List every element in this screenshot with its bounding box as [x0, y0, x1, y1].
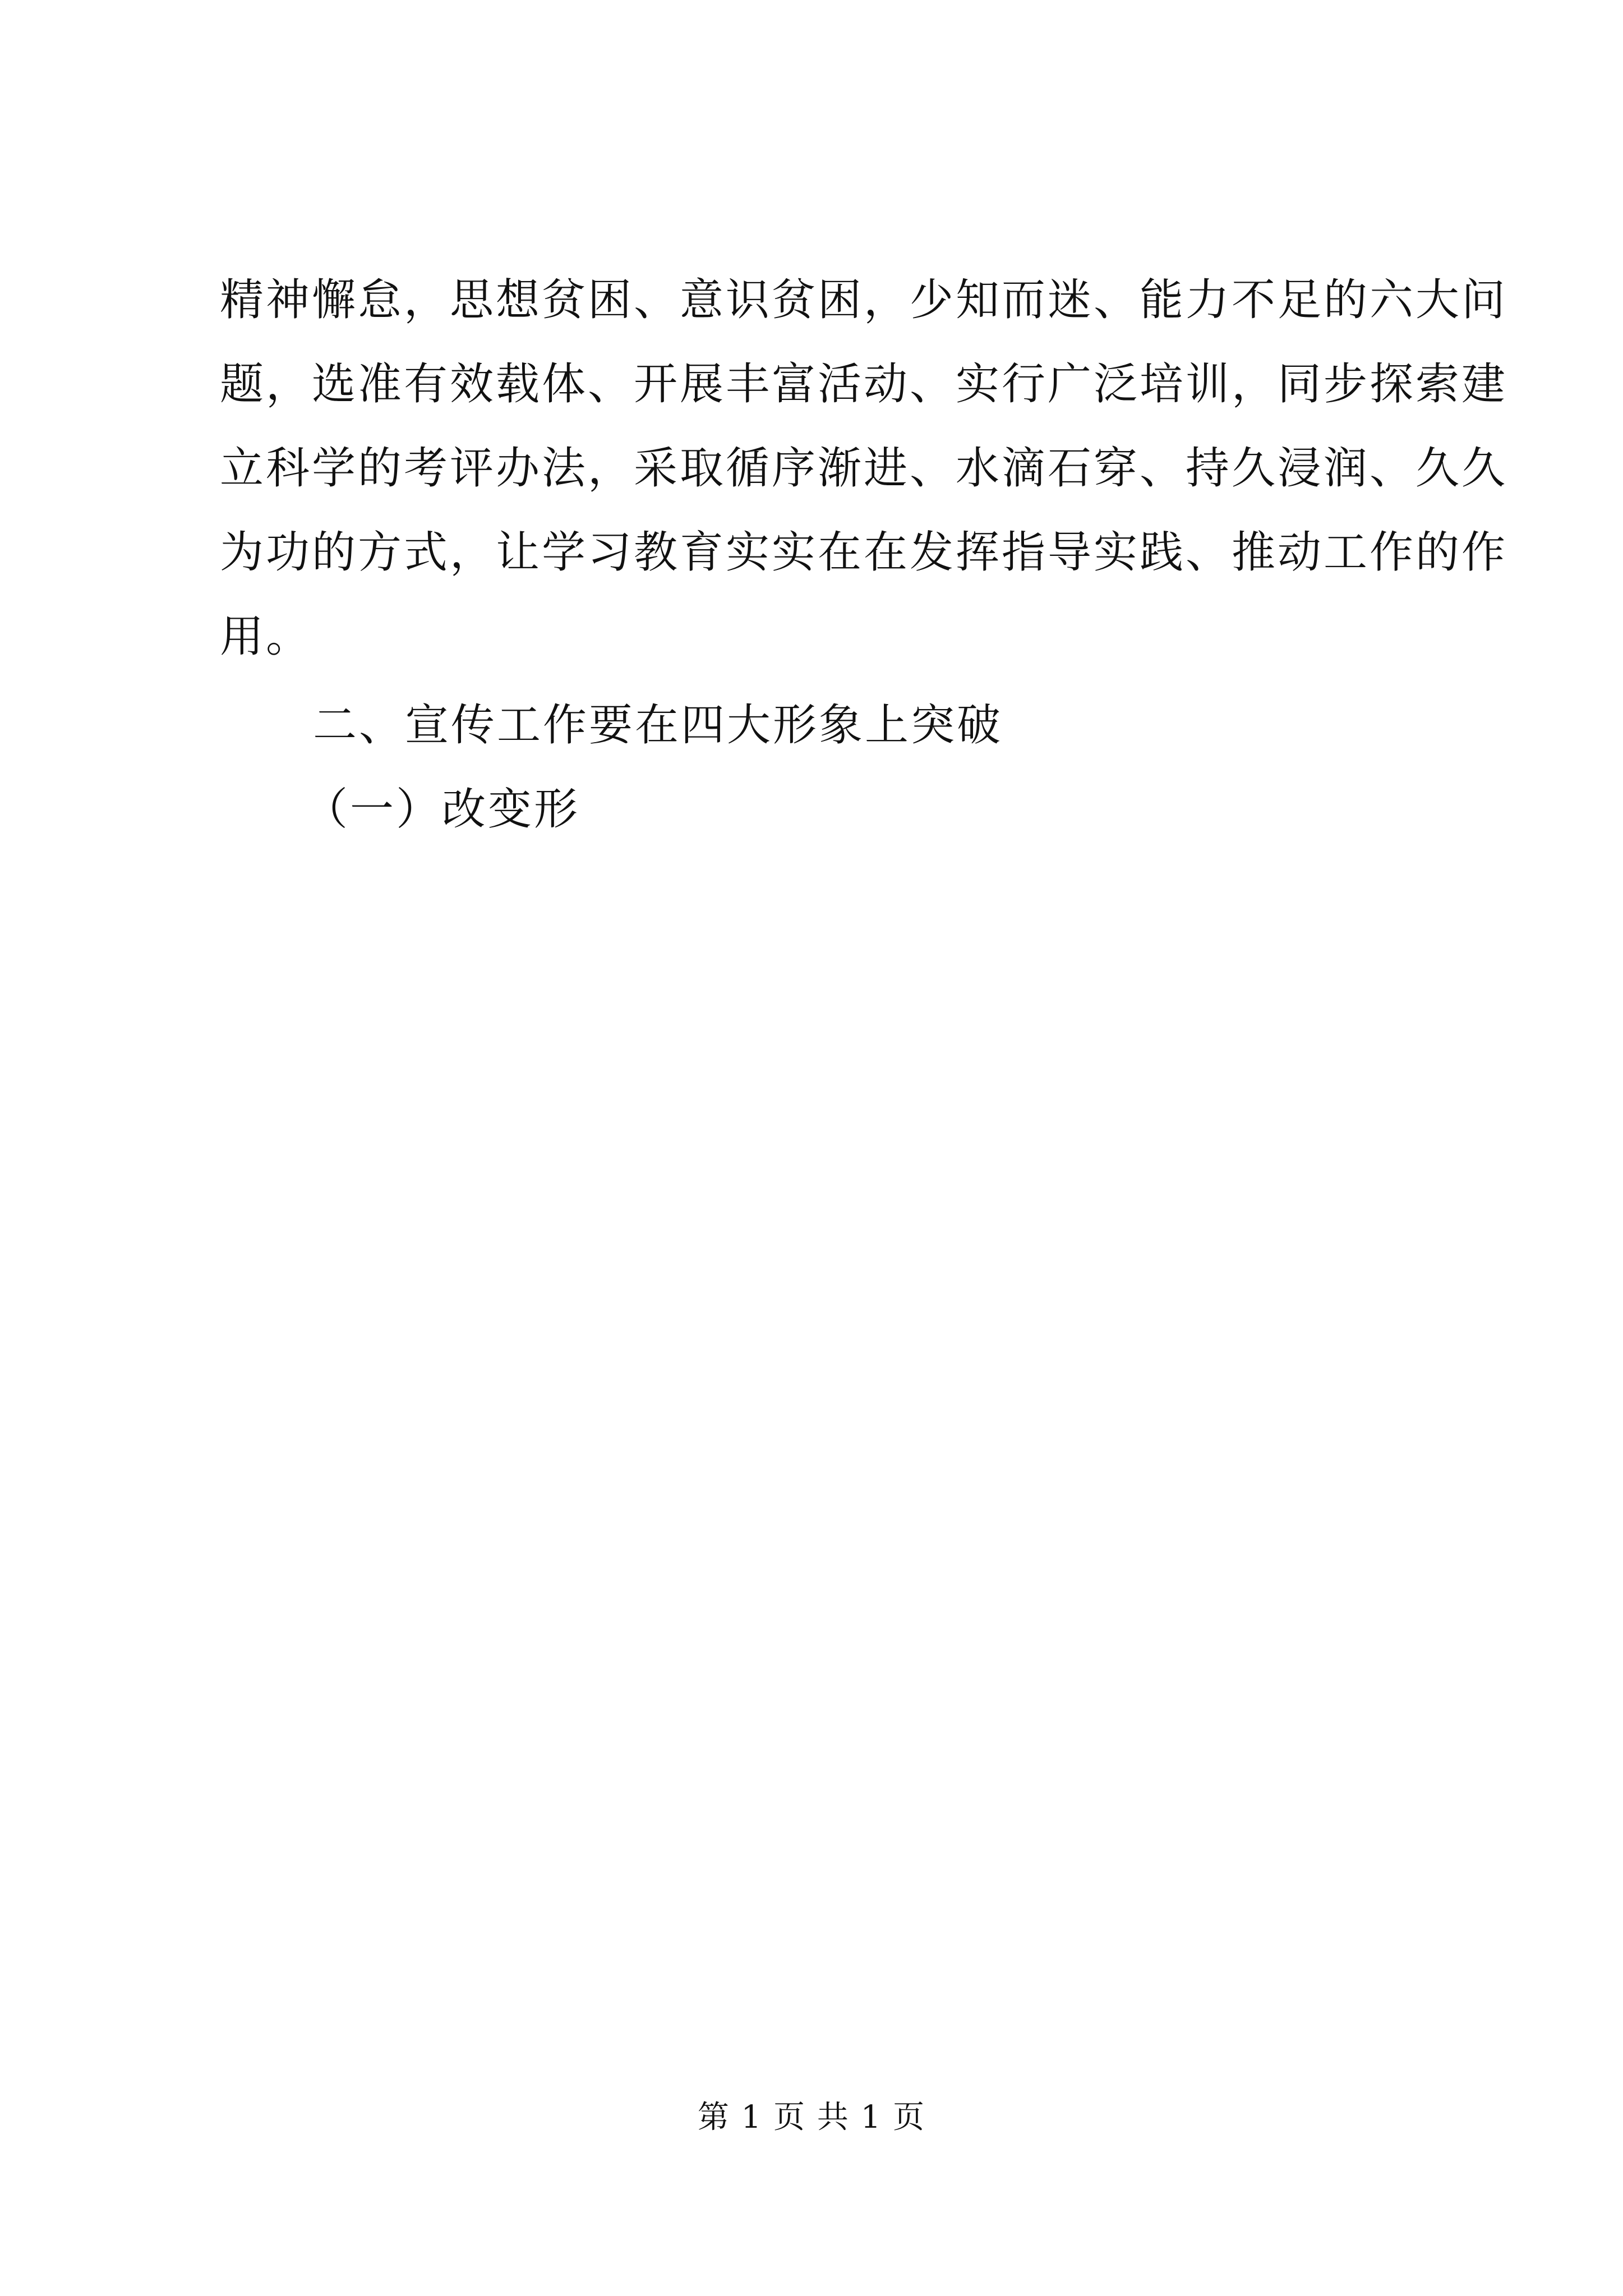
paragraph-line: 立科学的考评办法，采取循序渐进、水滴石穿、持久浸润、久久 [220, 443, 1508, 494]
page-number-footer: 第 1 页 共 1 页 [697, 2099, 926, 2136]
section-heading: 二、宣传工作要在四大形象上突破 [313, 700, 1003, 751]
paragraph-line: 题，选准有效载体、开展丰富活动、实行广泛培训，同步探索建 [220, 359, 1508, 409]
paragraph-line: 用。 [220, 611, 312, 662]
document-body [220, 258, 1508, 852]
subsection-heading: （一）改变形 [304, 784, 580, 835]
paragraph-line: 精神懈怠，思想贫困、意识贫困，少知而迷、能力不足的六大问 [220, 275, 1508, 325]
paragraph-line: 为功的方式，让学习教育实实在在发挥指导实践、推动工作的作 [220, 527, 1508, 578]
